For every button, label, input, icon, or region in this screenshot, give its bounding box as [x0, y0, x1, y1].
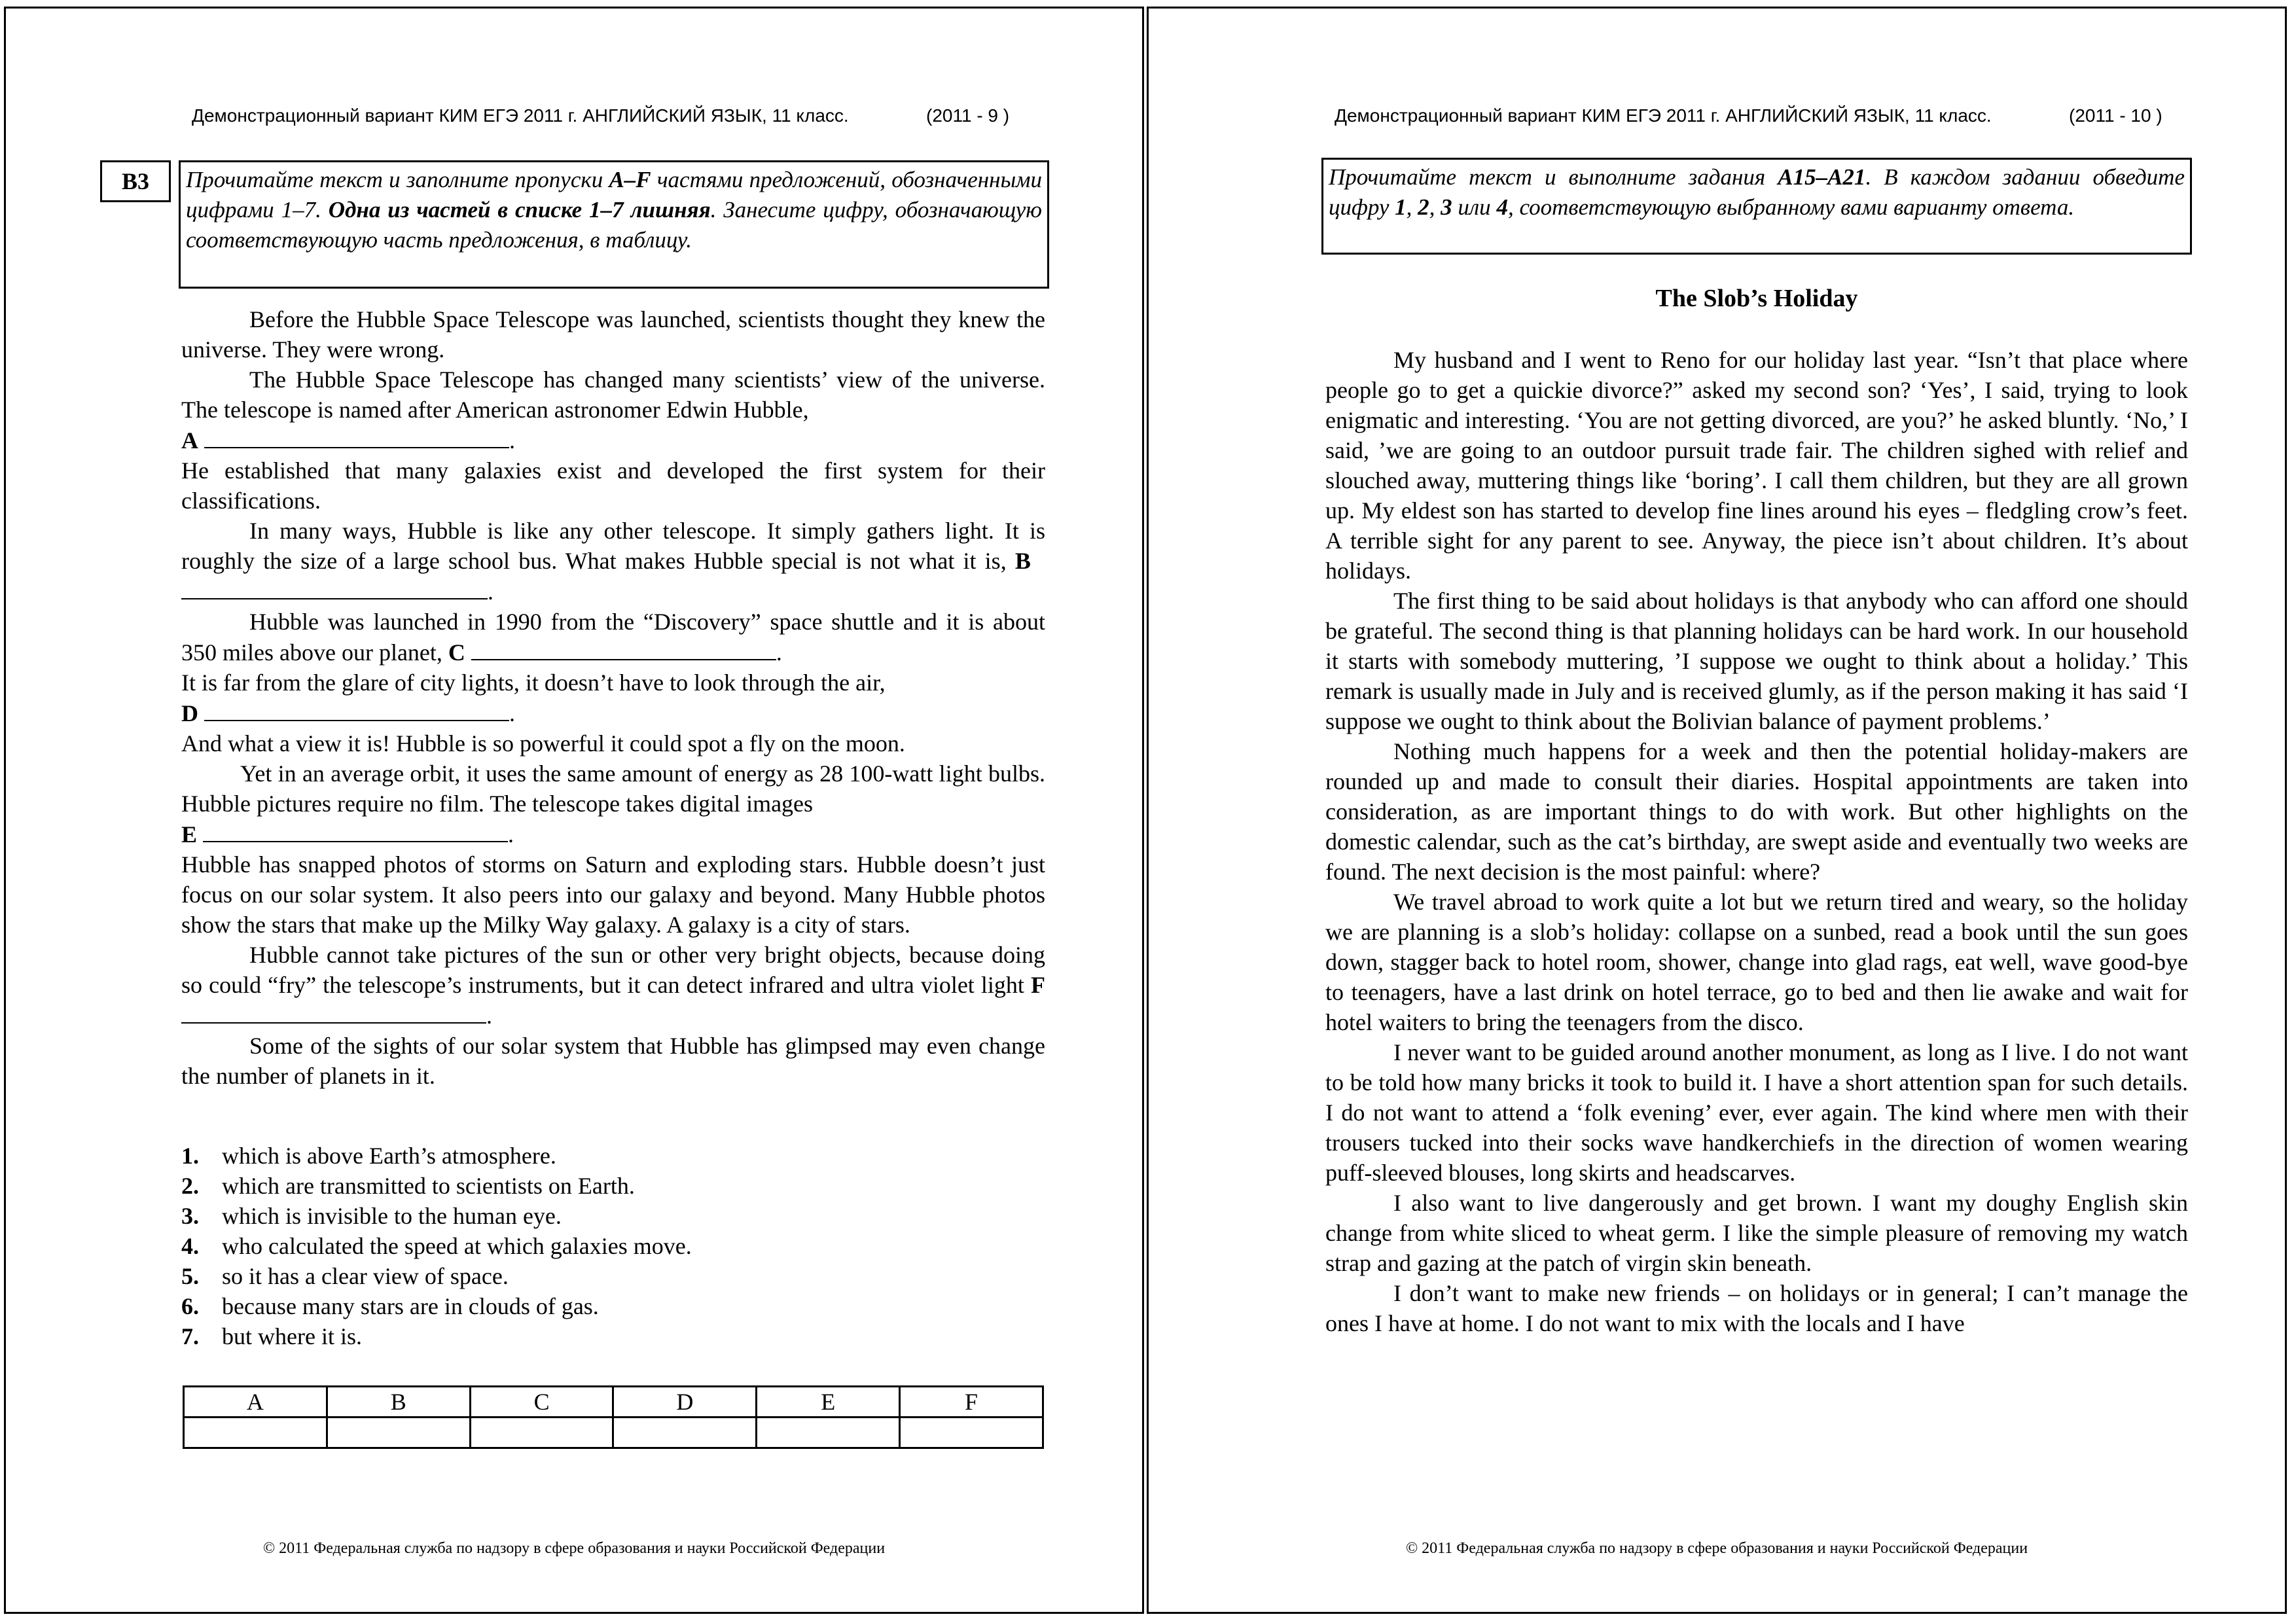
task-label: B3 — [100, 160, 171, 202]
gap-blank-a[interactable] — [204, 425, 509, 448]
task-instruction: Прочитайте текст и заполните пропуски A–F частями предложений, обозначенными цифрами 1–7. Одна из частей в списке 1–7 лишняя. Занесите цифру, обозначающую соответствующую часть предложения, в таблицу. — [179, 160, 1049, 289]
paragraph: And what a view it is! Hubble is so powerful it could spot a fly on the moon. — [181, 730, 905, 757]
paragraph: The first thing to be said about holidays is that anybody who can afford one should be grateful. The second thing is that planning holidays can be hard work. In our household it starts with somebody muttering, ’I suppose we ought to think about a holiday.’ This remark is usually made in July and is received glumly, as if the person making it has said ‘I suppose we ought to think about the Bolivian balance of payment problems.’ — [1325, 588, 2188, 734]
reading-text — [181, 304, 1045, 1091]
table-header-c: C — [470, 1387, 613, 1418]
gap-label-f: F — [1031, 972, 1045, 998]
answer-cell-c[interactable] — [470, 1418, 613, 1448]
gap-blank-c[interactable] — [471, 637, 776, 660]
table-header-e: E — [757, 1387, 900, 1418]
table-header-a: A — [184, 1387, 327, 1418]
answer-cell-a[interactable] — [184, 1418, 327, 1448]
paragraph: I don’t want to make new friends – on holidays or in general; I can’t manage the ones I have at home. I do not want to mix with the locals and I have — [1325, 1280, 2188, 1336]
gap-blank-b[interactable] — [181, 576, 488, 599]
page-header — [192, 105, 1043, 132]
table-header-b: B — [327, 1387, 470, 1418]
page-number: (2011 - 9 ) — [926, 105, 1010, 126]
paragraph: He established that many galaxies exist and developed the first system for their classifications. — [181, 457, 1045, 514]
right-page — [1147, 7, 2287, 1614]
answer-cell-f[interactable] — [900, 1418, 1043, 1448]
story-text — [1325, 345, 2188, 1338]
page-header — [1335, 105, 2185, 132]
option-item: 3. which is invisible to the human eye. — [181, 1203, 562, 1229]
option-item: 2. which are transmitted to scientists on Earth. — [181, 1173, 635, 1199]
paragraph: Some of the sights of our solar system that Hubble has glimpsed may even change the number of planets in it. — [181, 1033, 1045, 1089]
option-item: 4. who calculated the speed at which galaxies move. — [181, 1233, 692, 1259]
paragraph: It is far from the glare of city lights, it doesn’t have to look through the air, D . — [181, 669, 886, 726]
paragraph: Nothing much happens for a week and then the potential holiday-makers are rounded up and made to consult their diaries. Hospital appointments are taken into consideration, as are important things to do with work. But other highlights on the domestic calendar, such as the cat’s birthday, are swept aside and eventually two weeks are found. The next decision is the most painful: where? — [1325, 738, 2188, 885]
answer-cell-b[interactable] — [327, 1418, 470, 1448]
gap-label-a: A — [181, 427, 198, 454]
paragraph: Hubble was launched in 1990 from the “Discovery” space shuttle and it is about 350 miles above our planet, C . — [181, 609, 1045, 666]
gap-label-b: B — [1014, 548, 1031, 574]
paragraph: Hubble has snapped photos of storms on Saturn and exploding stars. Hubble doesn’t just focus on our solar system. It also peers into our galaxy and beyond. Many Hubble photos show the stars that make up the Milky Way galaxy. A galaxy is a city of stars. — [181, 851, 1045, 938]
task-instruction: Прочитайте текст и выполните задания A15–A21. В каждом задании обведите цифру 1, 2, 3 или 4, соответствующую выбранному вами варианту ответа. — [1321, 158, 2192, 255]
answer-cell-e[interactable] — [757, 1418, 900, 1448]
gap-label-c: C — [448, 639, 465, 666]
paragraph: I never want to be guided around another monument, as long as I live. I do not want to be told how many bricks it took to build it. I have a short attention span for such details. I do not want to attend a ‘folk evening’ ever, ever again. The kind where men with their trousers tucked into their socks wave handkerchiefs in the direction of women wearing puff-sleeved blouses, long skirts and headscarves. — [1325, 1039, 2188, 1186]
paragraph: My husband and I went to Reno for our holiday last year. “Isn’t that place where people go to get a quickie divorce?” asked my second son? ‘Yes’, I said, trying to look enigmatic and interesting. ‘You are not getting divorced, are you?’ he asked bluntly. ‘No,’ I said, ’we are going to an outdoor pursuit trade fair. The children sighed with relief and slouched away, muttering things like ‘boring’. I call them children, but they are all grown up. My eldest son has started to develop fine lines around his eyes – fledgling crow’s feet. A terrible sight for any parent to see. Anyway, the piece isn’t about children. It’s about holidays. — [1325, 347, 2188, 584]
paragraph: We travel abroad to work quite a lot but we return tired and weary, so the holiday we are planning is a slob’s holiday: collapse on a sunbed, read a book until the sun goes down, stagger back to hotel room, shower, change into glad rags, eat well, wave good-bye to teenagers, have a last drink on hotel terrace, go to bed and then lie awake and wait for hotel waiters to bring the teenagers from the disco. — [1325, 889, 2188, 1035]
paragraph: Yet in an average orbit, it uses the same amount of energy as 28 100-watt light bulbs. Hubble pictures require no film. The telescope takes digital images E . — [181, 760, 1045, 847]
page-footer: © 2011 Федеральная служба по надзору в сфере образования и науки Российской Федерации — [1405, 1540, 2028, 1557]
gap-label-e: E — [181, 821, 198, 847]
table-header-f: F — [900, 1387, 1043, 1418]
story-title: The Slob’s Holiday — [1655, 285, 1858, 312]
header-text: Демонстрационный вариант КИМ ЕГЭ 2011 г. АНГЛИЙСКИЙ ЯЗЫК, 11 класс. — [192, 105, 849, 126]
option-item: 6. because many stars are in clouds of gas. — [181, 1293, 599, 1319]
answer-table-answer-row — [184, 1418, 1043, 1448]
page-number: (2011 - 10 ) — [2069, 105, 2162, 126]
option-item: 7. but where it is. — [181, 1323, 362, 1349]
page-footer: © 2011 Федеральная служба по надзору в сфере образования и науки Российской Федерации — [262, 1540, 886, 1557]
gap-blank-d[interactable] — [204, 698, 509, 721]
answer-cell-d[interactable] — [613, 1418, 757, 1448]
table-header-d: D — [613, 1387, 757, 1418]
left-page — [4, 7, 1144, 1614]
paragraph: In many ways, Hubble is like any other telescope. It simply gathers light. It is roughly the size of a large school bus. What makes Hubble special is not what it is, B . — [181, 518, 1045, 605]
answer-table — [183, 1385, 1044, 1449]
paragraph: I also want to live dangerously and get brown. I want my doughy English skin change from white sliced to wheat germ. I like the simple pleasure of removing my watch strap and gazing at the patch of virgin skin beneath. — [1325, 1190, 2188, 1276]
header-text: Демонстрационный вариант КИМ ЕГЭ 2011 г. АНГЛИЙСКИЙ ЯЗЫК, 11 класс. — [1335, 105, 1992, 126]
gap-blank-e[interactable] — [203, 819, 508, 842]
answer-table-header-row — [184, 1387, 1043, 1418]
option-item: 5. so it has a clear view of space. — [181, 1263, 509, 1289]
option-item: 1. which is above Earth’s atmosphere. — [181, 1143, 556, 1169]
gap-blank-f[interactable] — [181, 1000, 486, 1024]
paragraph: Hubble cannot take pictures of the sun or other very bright objects, because doing so could “fry” the telescope’s instruments, but it can detect infrared and ultra violet light F . — [181, 942, 1045, 1029]
options-list — [181, 1141, 1045, 1351]
paragraph: The Hubble Space Telescope has changed many scientists’ view of the universe. The telescope is named after American astronomer Edwin Hubble, A . — [181, 366, 1045, 454]
gap-label-d: D — [181, 700, 198, 726]
paragraph: Before the Hubble Space Telescope was launched, scientists thought they knew the universe. They were wrong. — [181, 306, 1045, 363]
